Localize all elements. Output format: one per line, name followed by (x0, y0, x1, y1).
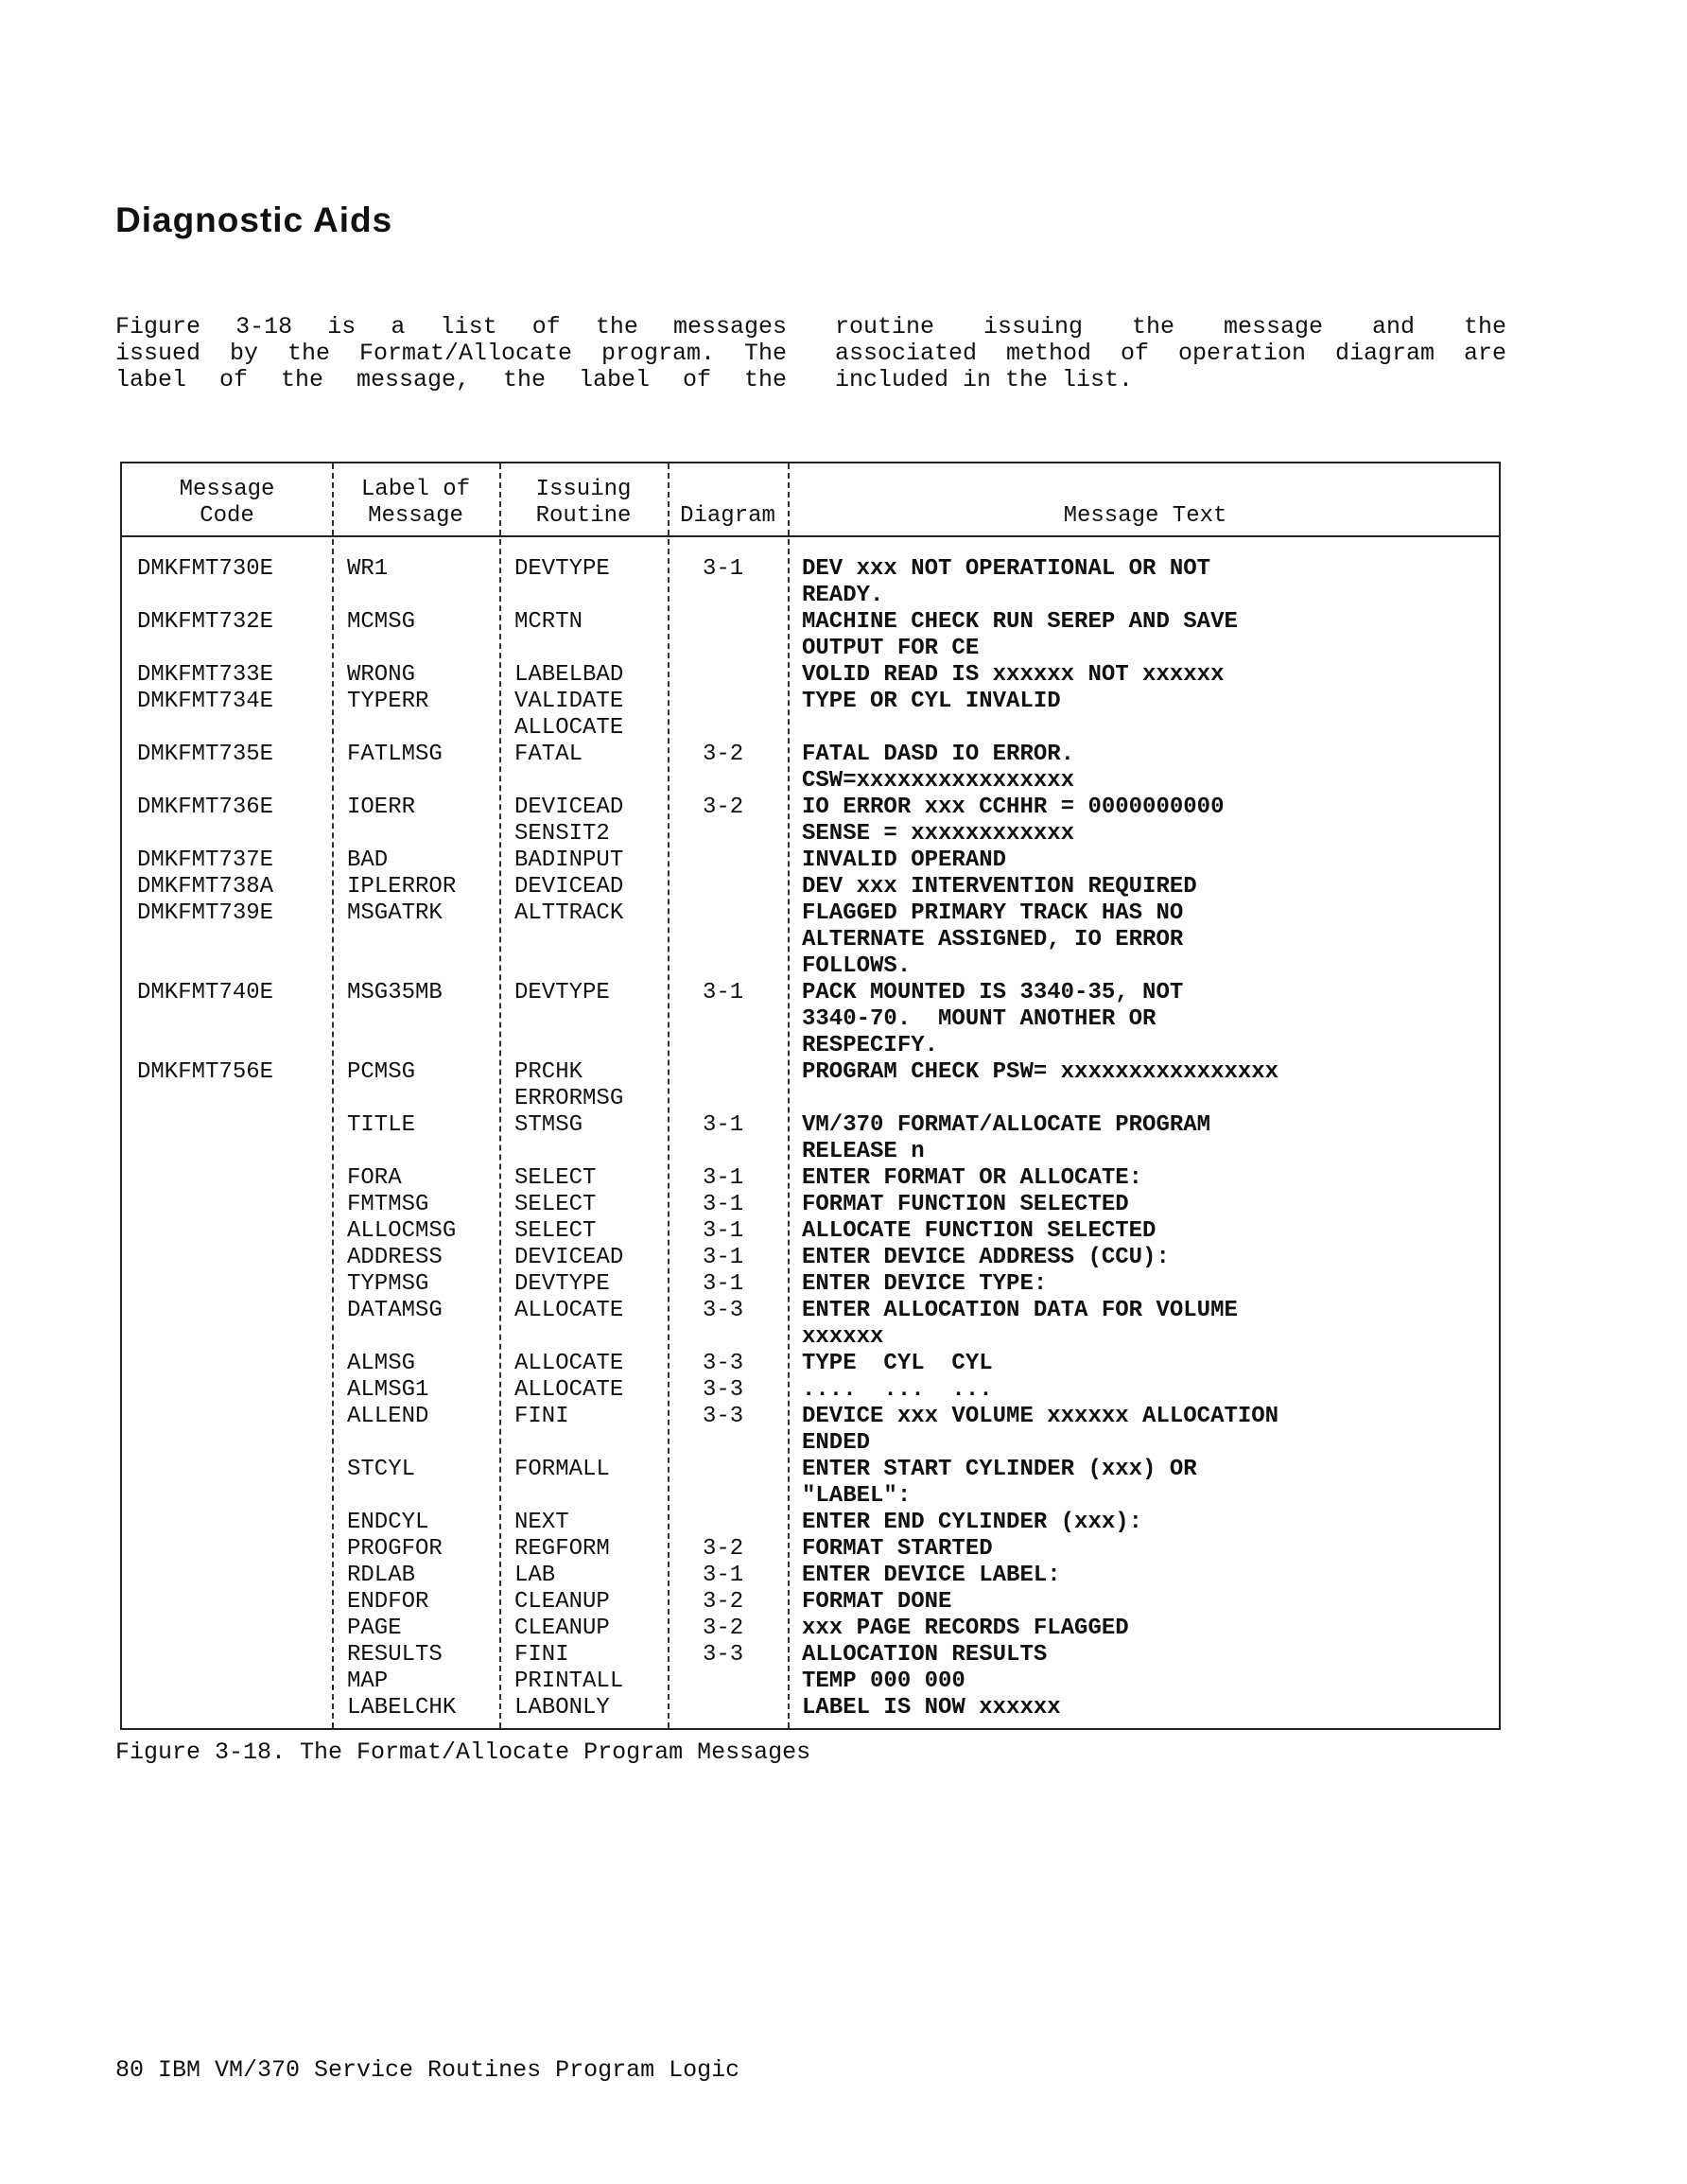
cell-issuing-routine: REGFORM (514, 1536, 610, 1562)
cell-diagram: 3-2 (703, 742, 744, 767)
header-text: Message (368, 503, 463, 529)
cell-message-code: DMKFMT734E (137, 689, 274, 714)
cell-message-text: DEVICE xxx VOLUME xxxxxx ALLOCATION (802, 1404, 1279, 1429)
cell-issuing-routine: CLEANUP (514, 1589, 610, 1615)
cell-message-label: RESULTS (347, 1642, 443, 1668)
cell-diagram: 3-1 (703, 1112, 744, 1138)
cell-issuing-routine: NEXT (514, 1510, 569, 1535)
cell-message-text: LABEL IS NOW xxxxxx (802, 1695, 1061, 1721)
cell-issuing-routine: FINI (514, 1642, 569, 1668)
cell-diagram: 3-1 (703, 1271, 744, 1297)
cell-issuing-routine: ALLOCATE (514, 1377, 624, 1403)
cell-message-text: IO ERROR xxx CCHHR = 0000000000 (802, 795, 1225, 820)
cell-message-label: TYPMSG (347, 1271, 429, 1297)
cell-issuing-routine: SELECT (514, 1165, 597, 1191)
cell-issuing-routine: DEVTYPE (514, 1271, 610, 1297)
cell-issuing-routine: DEVTYPE (514, 556, 610, 582)
cell-diagram: 3-2 (703, 1536, 744, 1562)
cell-message-text: ENTER FORMAT OR ALLOCATE: (802, 1165, 1143, 1191)
cell-message-text: OUTPUT FOR CE (802, 636, 980, 661)
header-diagram: Diagram (680, 503, 775, 529)
cell-message-text: FORMAT STARTED (802, 1536, 993, 1562)
cell-message-text: SENSE = xxxxxxxxxxxx (802, 821, 1075, 847)
cell-diagram: 3-1 (703, 1192, 744, 1217)
cell-message-label: TITLE (347, 1112, 416, 1138)
cell-message-text: MACHINE CHECK RUN SEREP AND SAVE (802, 609, 1238, 635)
figure-caption: Figure 3-18. The Format/Allocate Program Messages (115, 1738, 811, 1766)
cell-issuing-routine: LABONLY (514, 1695, 610, 1721)
cell-message-code: DMKFMT740E (137, 980, 274, 1005)
cell-message-code: DMKFMT732E (137, 609, 274, 635)
cell-issuing-routine: DEVICEAD (514, 1245, 624, 1270)
cell-issuing-routine: SELECT (514, 1218, 597, 1244)
column-divider (499, 463, 501, 1728)
column-divider (332, 463, 334, 1728)
cell-issuing-routine: ALLOCATE (514, 715, 624, 741)
cell-message-label: ALLEND (347, 1404, 429, 1429)
cell-message-text: FLAGGED PRIMARY TRACK HAS NO (802, 900, 1184, 926)
cell-message-label: MCMSG (347, 609, 416, 635)
cell-message-label: ENDFOR (347, 1589, 429, 1615)
cell-issuing-routine: DEVTYPE (514, 980, 610, 1005)
cell-issuing-routine: ALLOCATE (514, 1298, 624, 1323)
cell-diagram: 3-2 (703, 1589, 744, 1615)
cell-message-code: DMKFMT736E (137, 795, 274, 820)
cell-issuing-routine: PRCHK (514, 1059, 583, 1085)
cell-message-text: DEV xxx NOT OPERATIONAL OR NOT (802, 556, 1211, 582)
cell-message-label: ADDRESS (347, 1245, 443, 1270)
cell-issuing-routine: FINI (514, 1404, 569, 1429)
cell-diagram: 3-1 (703, 556, 744, 582)
cell-issuing-routine: VALIDATE (514, 689, 624, 714)
cell-message-label: LABELCHK (347, 1695, 457, 1721)
cell-issuing-routine: MCRTN (514, 609, 583, 635)
cell-message-text: TEMP 000 000 (802, 1669, 965, 1694)
cell-message-label: FMTMSG (347, 1192, 429, 1217)
cell-message-text: TYPE OR CYL INVALID (802, 689, 1061, 714)
header-text: Label of (360, 477, 471, 502)
cell-message-text: FOLLOWS. (802, 953, 912, 979)
messages-table (120, 462, 1501, 1730)
cell-diagram: 3-1 (703, 1563, 744, 1588)
cell-diagram: 3-3 (703, 1377, 744, 1403)
cell-message-text: ALTERNATE ASSIGNED, IO ERROR (802, 927, 1184, 952)
cell-diagram: 3-1 (703, 980, 744, 1005)
cell-message-text: VM/370 FORMAT/ALLOCATE PROGRAM (802, 1112, 1211, 1138)
column-divider (788, 463, 790, 1728)
cell-diagram: 3-3 (703, 1642, 744, 1668)
cell-message-text: VOLID READ IS xxxxxx NOT xxxxxx (802, 662, 1225, 688)
cell-message-text: FORMAT FUNCTION SELECTED (802, 1192, 1129, 1217)
cell-message-text: ENTER START CYLINDER (xxx) OR (802, 1457, 1197, 1482)
cell-message-code: DMKFMT738A (137, 874, 274, 900)
cell-message-label: FATLMSG (347, 742, 443, 767)
cell-issuing-routine: STMSG (514, 1112, 583, 1138)
header-routine (499, 477, 668, 530)
cell-message-text: 3340-70. MOUNT ANOTHER OR (802, 1006, 1157, 1032)
cell-message-label: TYPERR (347, 689, 429, 714)
cell-diagram: 3-1 (703, 1245, 744, 1270)
cell-diagram: 3-1 (703, 1218, 744, 1244)
cell-message-label: ALMSG1 (347, 1377, 429, 1403)
cell-diagram: 3-3 (703, 1298, 744, 1323)
cell-message-text: ENTER DEVICE LABEL: (802, 1563, 1061, 1588)
cell-message-label: RDLAB (347, 1563, 416, 1588)
cell-message-text: ALLOCATION RESULTS (802, 1642, 1048, 1668)
header-message-code (122, 477, 332, 530)
cell-message-text: CSW=xxxxxxxxxxxxxxxx (802, 768, 1075, 794)
cell-message-text: "LABEL": (802, 1483, 912, 1509)
cell-diagram: 3-3 (703, 1351, 744, 1376)
cell-message-text: TYPE CYL CYL (802, 1351, 993, 1376)
page-heading: Diagnostic Aids (115, 201, 393, 239)
cell-message-label: PROGFOR (347, 1536, 443, 1562)
intro-paragraph-left (115, 314, 787, 393)
cell-message-text: RELEASE n (802, 1139, 925, 1164)
cell-issuing-routine: ALLOCATE (514, 1351, 624, 1376)
header-text: Message (179, 477, 275, 502)
cell-message-text: FATAL DASD IO ERROR. (802, 742, 1075, 767)
cell-message-text: xxx PAGE RECORDS FLAGGED (802, 1616, 1129, 1641)
cell-message-text: PROGRAM CHECK PSW= xxxxxxxxxxxxxxxx (802, 1059, 1279, 1085)
intro-line: Figure 3-18 is a list of the messages (115, 313, 787, 341)
cell-message-label: BAD (347, 847, 389, 873)
intro-paragraph-right (835, 314, 1506, 393)
cell-message-code: DMKFMT737E (137, 847, 274, 873)
header-label (332, 477, 499, 530)
cell-message-label: WR1 (347, 556, 389, 582)
header-text: Issuing (535, 477, 632, 502)
cell-message-label: ALLOCMSG (347, 1218, 457, 1244)
cell-message-code: DMKFMT739E (137, 900, 274, 926)
cell-diagram: 3-3 (703, 1404, 744, 1429)
cell-message-text: DEV xxx INTERVENTION REQUIRED (802, 874, 1197, 900)
intro-line: associated method of operation diagram are (835, 340, 1506, 367)
cell-message-label: FORA (347, 1165, 402, 1191)
cell-issuing-routine: ALTTRACK (514, 900, 624, 926)
cell-issuing-routine: DEVICEAD (514, 874, 624, 900)
cell-message-text: ENTER DEVICE TYPE: (802, 1271, 1048, 1297)
cell-message-text: ENDED (802, 1430, 871, 1456)
cell-message-text: xxxxxx (802, 1324, 884, 1350)
header-message-text: Message Text (1063, 503, 1227, 529)
cell-message-text: ALLOCATE FUNCTION SELECTED (802, 1218, 1157, 1244)
cell-message-label: PCMSG (347, 1059, 416, 1085)
cell-issuing-routine: FATAL (514, 742, 583, 767)
cell-diagram: 3-1 (703, 1165, 744, 1191)
cell-message-code: DMKFMT733E (137, 662, 274, 688)
cell-issuing-routine: BADINPUT (514, 847, 624, 873)
cell-diagram: 3-2 (703, 795, 744, 820)
cell-issuing-routine: SELECT (514, 1192, 597, 1217)
cell-message-text: ENTER DEVICE ADDRESS (CCU): (802, 1245, 1170, 1270)
cell-message-label: ENDCYL (347, 1510, 429, 1535)
cell-message-label: IPLERROR (347, 874, 457, 900)
cell-message-label: STCYL (347, 1457, 416, 1482)
cell-message-text: ENTER ALLOCATION DATA FOR VOLUME (802, 1298, 1238, 1323)
page-footer: 80 IBM VM/370 Service Routines Program Logic (115, 2056, 740, 2084)
cell-issuing-routine: PRINTALL (514, 1669, 624, 1694)
header-text: Code (200, 503, 254, 529)
intro-line: included in the list. (835, 366, 1134, 393)
cell-message-label: DATAMSG (347, 1298, 443, 1323)
cell-diagram: 3-2 (703, 1616, 744, 1641)
cell-message-label: MSGATRK (347, 900, 443, 926)
cell-message-code: DMKFMT735E (137, 742, 274, 767)
cell-message-text: RESPECIFY. (802, 1033, 939, 1058)
column-divider (668, 463, 670, 1728)
cell-issuing-routine: SENSIT2 (514, 821, 610, 847)
header-rule (122, 535, 1499, 537)
cell-issuing-routine: LABELBAD (514, 662, 624, 688)
cell-message-label: ALMSG (347, 1351, 416, 1376)
cell-issuing-routine: ERRORMSG (514, 1086, 624, 1111)
cell-message-text: .... ... ... (802, 1377, 993, 1403)
cell-message-label: MSG35MB (347, 980, 443, 1005)
cell-message-text: READY. (802, 583, 884, 608)
cell-message-label: PAGE (347, 1616, 402, 1641)
cell-message-code: DMKFMT730E (137, 556, 274, 582)
cell-message-label: WRONG (347, 662, 416, 688)
cell-message-label: MAP (347, 1669, 389, 1694)
cell-message-text: INVALID OPERAND (802, 847, 1007, 873)
intro-line: issued by the Format/Allocate program. The (115, 340, 787, 367)
cell-message-text: FORMAT DONE (802, 1589, 952, 1615)
cell-message-text: PACK MOUNTED IS 3340-35, NOT (802, 980, 1184, 1005)
cell-message-label: IOERR (347, 795, 416, 820)
intro-line: routine issuing the message and the (835, 313, 1506, 341)
header-text: Routine (535, 503, 632, 529)
cell-message-code: DMKFMT756E (137, 1059, 274, 1085)
cell-issuing-routine: LAB (514, 1563, 556, 1588)
cell-message-text: ENTER END CYLINDER (xxx): (802, 1510, 1143, 1535)
cell-issuing-routine: FORMALL (514, 1457, 610, 1482)
intro-line: label of the message, the label of the (115, 366, 787, 393)
cell-issuing-routine: CLEANUP (514, 1616, 610, 1641)
cell-issuing-routine: DEVICEAD (514, 795, 624, 820)
